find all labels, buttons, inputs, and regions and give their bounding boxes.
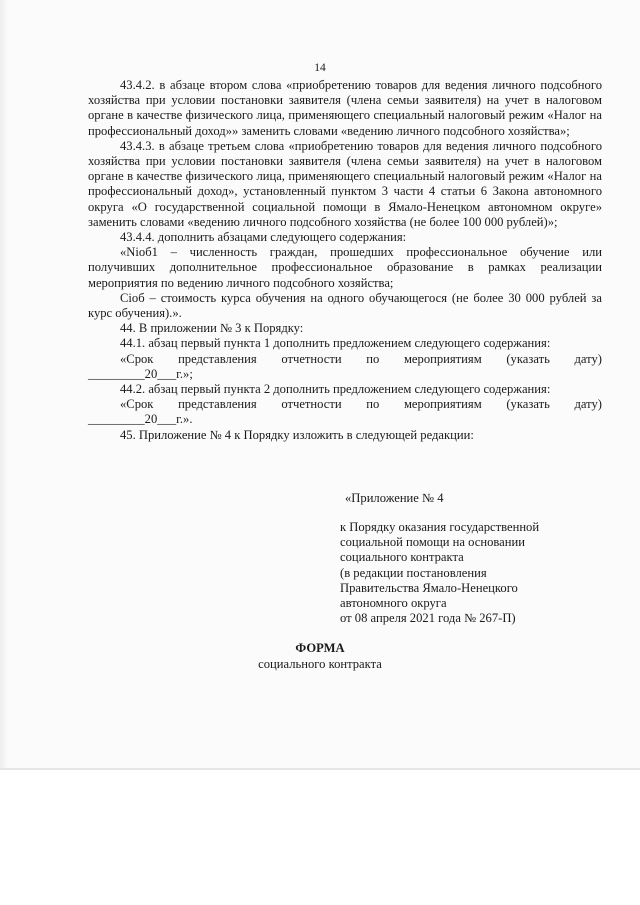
paragraph: _________20___г.»; [88, 366, 193, 381]
paragraph: 44.2. абзац первый пункта 2 дополнить предложением следующего содержания: [120, 382, 551, 397]
paragraph: Ciоб – стоимость курса обучения на одного обучающегося (не более 30 000 рублей за курс обучения).». [88, 290, 602, 321]
appendix-line: (в редакции постановления [340, 565, 487, 580]
paragraph: 43.4.3. в абзаце третьем слова «приобретению товаров для ведения личного подсобного хозяйства при условии постановки заявителя (члена семьи заявителя) на учет в налоговом органе в качестве физического лица, применяющего специальный налоговый режим «Налог на профессиональный доход», установленный пунктом 3 части 4 статьи 6 Закона автономного округа «О государственной социальной помощи в Ямало-Ненецком автономном округе» заменить словами «ведению личного подсобного хозяйства (не более 100 000 рублей)»; [88, 138, 602, 229]
paragraph: «Срок представления отчетности по мероприятиям (указать дату) [120, 397, 602, 412]
appendix-line: социального контракта [340, 550, 464, 565]
appendix-line: Правительства Ямало-Ненецкого [340, 580, 518, 595]
page-number: 14 [314, 62, 326, 74]
appendix-line: социальной помощи на основании [340, 535, 525, 550]
appendix-line: к Порядку оказания государственной [340, 520, 540, 534]
appendix-title: «Приложение № 4 [345, 491, 444, 505]
appendix-line: от 08 апреля 2021 года № 267-П) [340, 611, 516, 626]
paragraph: 44. В приложении № 3 к Порядку: [120, 321, 304, 336]
paragraph: «Срок представления отчетности по мероприятиям (указать дату) [120, 351, 602, 366]
document-body [88, 78, 602, 443]
paragraph: _________20___г.». [88, 412, 193, 427]
paragraph: 43.4.2. в абзаце втором слова «приобретению товаров для ведения личного подсобного хозяйства при условии постановки заявителя (члена семьи заявителя) на учет в налоговом органе в качестве физического лица, применяющего специальный налоговый режим «Налог на профессиональный доход»» заменить словами «ведению личного подсобного хозяйства»; [88, 78, 602, 138]
appendix-line: автономного округа [340, 596, 447, 611]
appendix-caption-block [340, 520, 610, 626]
paragraph: «Nioб1 – численность граждан, прошедших профессиональное обучение или получивших дополнительное профессиональное образование в рамках реализации мероприятия по ведению личного подсобного хозяйства; [88, 245, 602, 290]
paragraph: 43.4.4. дополнить абзацами следующего содержания: [120, 230, 407, 245]
form-title: ФОРМА [295, 641, 345, 655]
paragraph: 44.1. абзац первый пункта 1 дополнить предложением следующего содержания: [120, 336, 551, 351]
form-subtitle: социального контракта [258, 657, 382, 671]
scan-bottom-edge [0, 768, 640, 770]
paragraph: 45. Приложение № 4 к Порядку изложить в следующей редакции: [120, 427, 474, 442]
